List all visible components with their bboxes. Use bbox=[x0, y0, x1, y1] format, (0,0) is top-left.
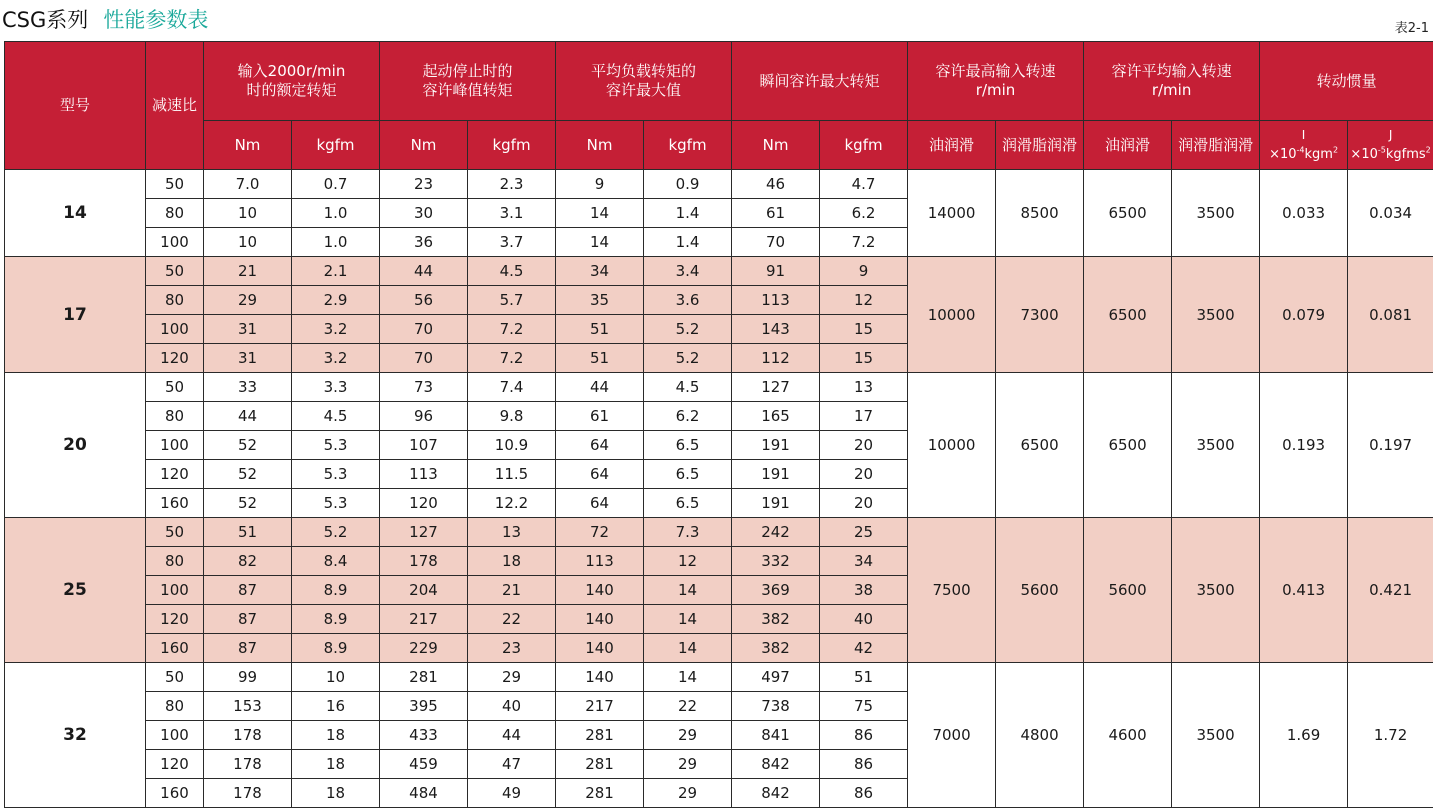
momentary-kgfm-cell: 15 bbox=[820, 344, 908, 373]
max-speed-grease-cell: 5600 bbox=[996, 518, 1084, 663]
peak-nm-cell: 23 bbox=[380, 170, 468, 199]
avg-nm-cell: 140 bbox=[556, 663, 644, 692]
table-row bbox=[5, 170, 1433, 199]
inertia-i-symbol: I bbox=[1301, 127, 1306, 142]
momentary-kgfm-cell: 20 bbox=[820, 431, 908, 460]
avg-speed-oil-cell: 6500 bbox=[1084, 257, 1172, 373]
rated-kgfm-cell: 18 bbox=[292, 750, 380, 779]
peak-kgfm-cell: 40 bbox=[468, 692, 556, 721]
avg-speed-grease-cell: 3500 bbox=[1172, 257, 1260, 373]
peak-nm-cell: 229 bbox=[380, 634, 468, 663]
peak-nm-cell: 107 bbox=[380, 431, 468, 460]
peak-kgfm-cell: 2.3 bbox=[468, 170, 556, 199]
header-rated-torque-text: 输入2000r/min 时的额定转矩 bbox=[237, 62, 346, 99]
momentary-kgfm-cell: 20 bbox=[820, 460, 908, 489]
model-cell: 32 bbox=[5, 663, 146, 808]
momentary-kgfm-cell: 86 bbox=[820, 750, 908, 779]
momentary-nm-cell: 841 bbox=[732, 721, 820, 750]
avg-nm-cell: 14 bbox=[556, 228, 644, 257]
performance-table bbox=[4, 41, 1433, 808]
inertia-j-exp: -5 bbox=[1377, 145, 1386, 155]
peak-nm-cell: 70 bbox=[380, 315, 468, 344]
inertia-i-cell: 0.413 bbox=[1260, 518, 1348, 663]
peak-kgfm-cell: 22 bbox=[468, 605, 556, 634]
momentary-kgfm-cell: 75 bbox=[820, 692, 908, 721]
peak-kgfm-cell: 9.8 bbox=[468, 402, 556, 431]
avg-speed-oil-cell: 4600 bbox=[1084, 663, 1172, 808]
max-speed-oil-cell: 10000 bbox=[908, 257, 996, 373]
momentary-kgfm-cell: 86 bbox=[820, 779, 908, 808]
avg-speed-grease-cell: 3500 bbox=[1172, 373, 1260, 518]
avg-nm-cell: 64 bbox=[556, 489, 644, 518]
max-speed-grease-cell: 6500 bbox=[996, 373, 1084, 518]
model-cell: 20 bbox=[5, 373, 146, 518]
avg-nm-cell: 140 bbox=[556, 605, 644, 634]
peak-nm-cell: 44 bbox=[380, 257, 468, 286]
inertia-j-unit-exp: 2 bbox=[1425, 145, 1431, 155]
rated-nm-cell: 21 bbox=[204, 257, 292, 286]
table-row bbox=[5, 257, 1433, 286]
ratio-cell: 120 bbox=[146, 605, 204, 634]
rated-nm-cell: 51 bbox=[204, 518, 292, 547]
page-title: 性能参数表 bbox=[103, 8, 209, 32]
inertia-j-symbol: J bbox=[1388, 127, 1393, 142]
peak-kgfm-cell: 4.5 bbox=[468, 257, 556, 286]
peak-kgfm-cell: 49 bbox=[468, 779, 556, 808]
momentary-nm-cell: 46 bbox=[732, 170, 820, 199]
max-speed-grease-cell: 7300 bbox=[996, 257, 1084, 373]
avg-nm-cell: 281 bbox=[556, 779, 644, 808]
ratio-cell: 100 bbox=[146, 315, 204, 344]
peak-nm-cell: 395 bbox=[380, 692, 468, 721]
momentary-kgfm-cell: 42 bbox=[820, 634, 908, 663]
header-grease: 润滑脂润滑 bbox=[996, 121, 1084, 170]
peak-nm-cell: 113 bbox=[380, 460, 468, 489]
rated-kgfm-cell: 3.2 bbox=[292, 344, 380, 373]
rated-kgfm-cell: 3.2 bbox=[292, 315, 380, 344]
header-avg-torque bbox=[556, 42, 732, 121]
ratio-cell: 100 bbox=[146, 228, 204, 257]
rated-nm-cell: 87 bbox=[204, 605, 292, 634]
momentary-nm-cell: 369 bbox=[732, 576, 820, 605]
avg-kgfm-cell: 6.5 bbox=[644, 489, 732, 518]
model-cell: 17 bbox=[5, 257, 146, 373]
peak-nm-cell: 56 bbox=[380, 286, 468, 315]
rated-kgfm-cell: 8.9 bbox=[292, 634, 380, 663]
avg-kgfm-cell: 1.4 bbox=[644, 228, 732, 257]
momentary-kgfm-cell: 13 bbox=[820, 373, 908, 402]
avg-kgfm-cell: 3.4 bbox=[644, 257, 732, 286]
header-oil: 油润滑 bbox=[1084, 121, 1172, 170]
ratio-cell: 160 bbox=[146, 489, 204, 518]
avg-nm-cell: 51 bbox=[556, 315, 644, 344]
inertia-i-unit bbox=[1269, 147, 1338, 162]
unit-kgfm: kgfm bbox=[820, 121, 908, 170]
table-row bbox=[5, 663, 1433, 692]
ratio-cell: 80 bbox=[146, 402, 204, 431]
rated-nm-cell: 31 bbox=[204, 315, 292, 344]
rated-nm-cell: 44 bbox=[204, 402, 292, 431]
inertia-i-unit-a: ×10 bbox=[1269, 147, 1297, 163]
avg-nm-cell: 72 bbox=[556, 518, 644, 547]
inertia-j-cell: 0.081 bbox=[1348, 257, 1433, 373]
peak-nm-cell: 120 bbox=[380, 489, 468, 518]
peak-nm-cell: 484 bbox=[380, 779, 468, 808]
max-speed-grease-cell: 8500 bbox=[996, 170, 1084, 257]
rated-nm-cell: 29 bbox=[204, 286, 292, 315]
inertia-j-cell: 0.034 bbox=[1348, 170, 1433, 257]
momentary-nm-cell: 112 bbox=[732, 344, 820, 373]
momentary-nm-cell: 91 bbox=[732, 257, 820, 286]
peak-kgfm-cell: 5.7 bbox=[468, 286, 556, 315]
header-inertia-j bbox=[1348, 121, 1433, 170]
inertia-i-cell: 0.033 bbox=[1260, 170, 1348, 257]
avg-kgfm-cell: 6.5 bbox=[644, 460, 732, 489]
ratio-cell: 50 bbox=[146, 663, 204, 692]
avg-nm-cell: 35 bbox=[556, 286, 644, 315]
rated-kgfm-cell: 8.4 bbox=[292, 547, 380, 576]
header-momentary-torque: 瞬间容许最大转矩 bbox=[732, 42, 908, 121]
peak-kgfm-cell: 3.1 bbox=[468, 199, 556, 228]
rated-kgfm-cell: 16 bbox=[292, 692, 380, 721]
rated-kgfm-cell: 5.3 bbox=[292, 460, 380, 489]
header-avg-speed bbox=[1084, 42, 1260, 121]
momentary-kgfm-cell: 17 bbox=[820, 402, 908, 431]
ratio-cell: 120 bbox=[146, 750, 204, 779]
rated-kgfm-cell: 2.9 bbox=[292, 286, 380, 315]
momentary-kgfm-cell: 86 bbox=[820, 721, 908, 750]
avg-nm-cell: 64 bbox=[556, 431, 644, 460]
series-name: CSG系列 bbox=[2, 8, 89, 32]
rated-kgfm-cell: 10 bbox=[292, 663, 380, 692]
avg-kgfm-cell: 0.9 bbox=[644, 170, 732, 199]
header-model: 型号 bbox=[5, 42, 146, 170]
rated-kgfm-cell: 3.3 bbox=[292, 373, 380, 402]
momentary-nm-cell: 242 bbox=[732, 518, 820, 547]
rated-kgfm-cell: 18 bbox=[292, 721, 380, 750]
rated-nm-cell: 52 bbox=[204, 489, 292, 518]
rated-kgfm-cell: 8.9 bbox=[292, 605, 380, 634]
peak-nm-cell: 204 bbox=[380, 576, 468, 605]
ratio-cell: 50 bbox=[146, 170, 204, 199]
momentary-kgfm-cell: 4.7 bbox=[820, 170, 908, 199]
ratio-cell: 100 bbox=[146, 576, 204, 605]
momentary-nm-cell: 143 bbox=[732, 315, 820, 344]
ratio-cell: 50 bbox=[146, 373, 204, 402]
peak-nm-cell: 36 bbox=[380, 228, 468, 257]
momentary-kgfm-cell: 51 bbox=[820, 663, 908, 692]
rated-kgfm-cell: 0.7 bbox=[292, 170, 380, 199]
avg-nm-cell: 51 bbox=[556, 344, 644, 373]
inertia-j-cell: 1.72 bbox=[1348, 663, 1433, 808]
ratio-cell: 160 bbox=[146, 634, 204, 663]
rated-kgfm-cell: 5.3 bbox=[292, 431, 380, 460]
avg-kgfm-cell: 14 bbox=[644, 663, 732, 692]
momentary-nm-cell: 332 bbox=[732, 547, 820, 576]
peak-nm-cell: 433 bbox=[380, 721, 468, 750]
avg-kgfm-cell: 5.2 bbox=[644, 315, 732, 344]
avg-kgfm-cell: 6.5 bbox=[644, 431, 732, 460]
ratio-cell: 80 bbox=[146, 199, 204, 228]
ratio-cell: 50 bbox=[146, 257, 204, 286]
avg-kgfm-cell: 14 bbox=[644, 605, 732, 634]
rated-nm-cell: 153 bbox=[204, 692, 292, 721]
avg-kgfm-cell: 7.3 bbox=[644, 518, 732, 547]
header-avg-speed-text: 容许平均输入转速 r/min bbox=[1111, 62, 1232, 99]
header-grease: 润滑脂润滑 bbox=[1172, 121, 1260, 170]
max-speed-grease-cell: 4800 bbox=[996, 663, 1084, 808]
header-inertia-i bbox=[1260, 121, 1348, 170]
peak-kgfm-cell: 47 bbox=[468, 750, 556, 779]
momentary-kgfm-cell: 15 bbox=[820, 315, 908, 344]
momentary-nm-cell: 497 bbox=[732, 663, 820, 692]
ratio-cell: 100 bbox=[146, 721, 204, 750]
rated-kgfm-cell: 4.5 bbox=[292, 402, 380, 431]
avg-speed-grease-cell: 3500 bbox=[1172, 663, 1260, 808]
rated-nm-cell: 10 bbox=[204, 228, 292, 257]
peak-nm-cell: 459 bbox=[380, 750, 468, 779]
header-avg-torque-text: 平均负载转矩的 容许最大值 bbox=[591, 62, 697, 99]
momentary-nm-cell: 113 bbox=[732, 286, 820, 315]
model-cell: 14 bbox=[5, 170, 146, 257]
peak-nm-cell: 217 bbox=[380, 605, 468, 634]
momentary-nm-cell: 61 bbox=[732, 199, 820, 228]
header-peak-torque-text: 起动停止时的 容许峰值转矩 bbox=[422, 62, 513, 99]
rated-nm-cell: 178 bbox=[204, 750, 292, 779]
momentary-kgfm-cell: 9 bbox=[820, 257, 908, 286]
inertia-j-unit bbox=[1350, 147, 1430, 162]
max-speed-oil-cell: 10000 bbox=[908, 373, 996, 518]
inertia-i-cell: 1.69 bbox=[1260, 663, 1348, 808]
avg-kgfm-cell: 22 bbox=[644, 692, 732, 721]
rated-kgfm-cell: 1.0 bbox=[292, 199, 380, 228]
avg-speed-grease-cell: 3500 bbox=[1172, 170, 1260, 257]
rated-kgfm-cell: 1.0 bbox=[292, 228, 380, 257]
peak-kgfm-cell: 18 bbox=[468, 547, 556, 576]
inertia-j-cell: 0.197 bbox=[1348, 373, 1433, 518]
ratio-cell: 80 bbox=[146, 547, 204, 576]
avg-nm-cell: 140 bbox=[556, 634, 644, 663]
ratio-cell: 160 bbox=[146, 779, 204, 808]
rated-nm-cell: 52 bbox=[204, 431, 292, 460]
inertia-j-unit-a: ×10 bbox=[1350, 147, 1378, 163]
inertia-i-cell: 0.193 bbox=[1260, 373, 1348, 518]
peak-kgfm-cell: 11.5 bbox=[468, 460, 556, 489]
momentary-nm-cell: 127 bbox=[732, 373, 820, 402]
momentary-nm-cell: 842 bbox=[732, 779, 820, 808]
inertia-i-cell: 0.079 bbox=[1260, 257, 1348, 373]
avg-kgfm-cell: 29 bbox=[644, 721, 732, 750]
avg-speed-oil-cell: 6500 bbox=[1084, 373, 1172, 518]
momentary-kgfm-cell: 6.2 bbox=[820, 199, 908, 228]
unit-nm: Nm bbox=[204, 121, 292, 170]
avg-kgfm-cell: 12 bbox=[644, 547, 732, 576]
momentary-kgfm-cell: 12 bbox=[820, 286, 908, 315]
avg-speed-grease-cell: 3500 bbox=[1172, 518, 1260, 663]
peak-nm-cell: 73 bbox=[380, 373, 468, 402]
peak-kgfm-cell: 13 bbox=[468, 518, 556, 547]
avg-kgfm-cell: 29 bbox=[644, 750, 732, 779]
inertia-i-exp: -4 bbox=[1296, 145, 1305, 155]
header-rated-torque bbox=[204, 42, 380, 121]
ratio-cell: 120 bbox=[146, 460, 204, 489]
rated-nm-cell: 87 bbox=[204, 576, 292, 605]
momentary-kgfm-cell: 25 bbox=[820, 518, 908, 547]
ratio-cell: 80 bbox=[146, 692, 204, 721]
peak-kgfm-cell: 44 bbox=[468, 721, 556, 750]
peak-nm-cell: 178 bbox=[380, 547, 468, 576]
header-inertia: 转动惯量 bbox=[1260, 42, 1433, 121]
rated-kgfm-cell: 18 bbox=[292, 779, 380, 808]
avg-kgfm-cell: 14 bbox=[644, 576, 732, 605]
momentary-nm-cell: 191 bbox=[732, 460, 820, 489]
momentary-nm-cell: 842 bbox=[732, 750, 820, 779]
avg-nm-cell: 281 bbox=[556, 721, 644, 750]
ratio-cell: 50 bbox=[146, 518, 204, 547]
avg-nm-cell: 217 bbox=[556, 692, 644, 721]
avg-kgfm-cell: 6.2 bbox=[644, 402, 732, 431]
rated-nm-cell: 178 bbox=[204, 779, 292, 808]
peak-kgfm-cell: 7.2 bbox=[468, 344, 556, 373]
avg-nm-cell: 14 bbox=[556, 199, 644, 228]
peak-kgfm-cell: 7.4 bbox=[468, 373, 556, 402]
max-speed-oil-cell: 7500 bbox=[908, 518, 996, 663]
rated-nm-cell: 31 bbox=[204, 344, 292, 373]
avg-speed-oil-cell: 6500 bbox=[1084, 170, 1172, 257]
avg-nm-cell: 64 bbox=[556, 460, 644, 489]
table-number: 表2-1 bbox=[1394, 21, 1429, 36]
peak-nm-cell: 70 bbox=[380, 344, 468, 373]
header-ratio: 减速比 bbox=[146, 42, 204, 170]
rated-nm-cell: 33 bbox=[204, 373, 292, 402]
ratio-cell: 100 bbox=[146, 431, 204, 460]
unit-nm: Nm bbox=[380, 121, 468, 170]
peak-kgfm-cell: 12.2 bbox=[468, 489, 556, 518]
momentary-kgfm-cell: 38 bbox=[820, 576, 908, 605]
peak-kgfm-cell: 21 bbox=[468, 576, 556, 605]
peak-kgfm-cell: 23 bbox=[468, 634, 556, 663]
avg-nm-cell: 281 bbox=[556, 750, 644, 779]
rated-kgfm-cell: 8.9 bbox=[292, 576, 380, 605]
inertia-i-unit-exp: 2 bbox=[1332, 145, 1339, 155]
header-max-speed bbox=[908, 42, 1084, 121]
avg-nm-cell: 44 bbox=[556, 373, 644, 402]
header-peak-torque bbox=[380, 42, 556, 121]
avg-kgfm-cell: 5.2 bbox=[644, 344, 732, 373]
momentary-nm-cell: 165 bbox=[732, 402, 820, 431]
momentary-kgfm-cell: 34 bbox=[820, 547, 908, 576]
peak-nm-cell: 127 bbox=[380, 518, 468, 547]
momentary-nm-cell: 382 bbox=[732, 634, 820, 663]
avg-nm-cell: 34 bbox=[556, 257, 644, 286]
title-bar bbox=[2, 4, 208, 38]
rated-nm-cell: 178 bbox=[204, 721, 292, 750]
momentary-nm-cell: 738 bbox=[732, 692, 820, 721]
avg-kgfm-cell: 1.4 bbox=[644, 199, 732, 228]
rated-nm-cell: 87 bbox=[204, 634, 292, 663]
ratio-cell: 80 bbox=[146, 286, 204, 315]
peak-kgfm-cell: 7.2 bbox=[468, 315, 556, 344]
header-max-speed-text: 容许最高输入转速 r/min bbox=[935, 62, 1056, 99]
momentary-nm-cell: 70 bbox=[732, 228, 820, 257]
header-oil: 油润滑 bbox=[908, 121, 996, 170]
rated-nm-cell: 99 bbox=[204, 663, 292, 692]
rated-kgfm-cell: 5.3 bbox=[292, 489, 380, 518]
momentary-kgfm-cell: 20 bbox=[820, 489, 908, 518]
inertia-j-unit-b: kgfms bbox=[1385, 147, 1426, 163]
peak-nm-cell: 30 bbox=[380, 199, 468, 228]
momentary-nm-cell: 191 bbox=[732, 489, 820, 518]
unit-kgfm: kgfm bbox=[644, 121, 732, 170]
peak-kgfm-cell: 3.7 bbox=[468, 228, 556, 257]
table-row bbox=[5, 518, 1433, 547]
avg-nm-cell: 9 bbox=[556, 170, 644, 199]
rated-nm-cell: 82 bbox=[204, 547, 292, 576]
momentary-nm-cell: 191 bbox=[732, 431, 820, 460]
rated-nm-cell: 52 bbox=[204, 460, 292, 489]
unit-nm: Nm bbox=[556, 121, 644, 170]
model-cell: 25 bbox=[5, 518, 146, 663]
avg-kgfm-cell: 4.5 bbox=[644, 373, 732, 402]
avg-nm-cell: 61 bbox=[556, 402, 644, 431]
momentary-nm-cell: 382 bbox=[732, 605, 820, 634]
momentary-kgfm-cell: 7.2 bbox=[820, 228, 908, 257]
inertia-j-cell: 0.421 bbox=[1348, 518, 1433, 663]
inertia-i-unit-b: kgm bbox=[1304, 147, 1333, 163]
max-speed-oil-cell: 14000 bbox=[908, 170, 996, 257]
rated-nm-cell: 10 bbox=[204, 199, 292, 228]
peak-kgfm-cell: 29 bbox=[468, 663, 556, 692]
table-body bbox=[5, 170, 1433, 808]
unit-nm: Nm bbox=[732, 121, 820, 170]
peak-nm-cell: 281 bbox=[380, 663, 468, 692]
unit-kgfm: kgfm bbox=[468, 121, 556, 170]
momentary-kgfm-cell: 40 bbox=[820, 605, 908, 634]
ratio-cell: 120 bbox=[146, 344, 204, 373]
max-speed-oil-cell: 7000 bbox=[908, 663, 996, 808]
avg-nm-cell: 140 bbox=[556, 576, 644, 605]
rated-nm-cell: 7.0 bbox=[204, 170, 292, 199]
avg-kgfm-cell: 29 bbox=[644, 779, 732, 808]
table-row bbox=[5, 373, 1433, 402]
peak-nm-cell: 96 bbox=[380, 402, 468, 431]
avg-kgfm-cell: 14 bbox=[644, 634, 732, 663]
unit-kgfm: kgfm bbox=[292, 121, 380, 170]
rated-kgfm-cell: 2.1 bbox=[292, 257, 380, 286]
peak-kgfm-cell: 10.9 bbox=[468, 431, 556, 460]
avg-kgfm-cell: 3.6 bbox=[644, 286, 732, 315]
rated-kgfm-cell: 5.2 bbox=[292, 518, 380, 547]
avg-nm-cell: 113 bbox=[556, 547, 644, 576]
avg-speed-oil-cell: 5600 bbox=[1084, 518, 1172, 663]
